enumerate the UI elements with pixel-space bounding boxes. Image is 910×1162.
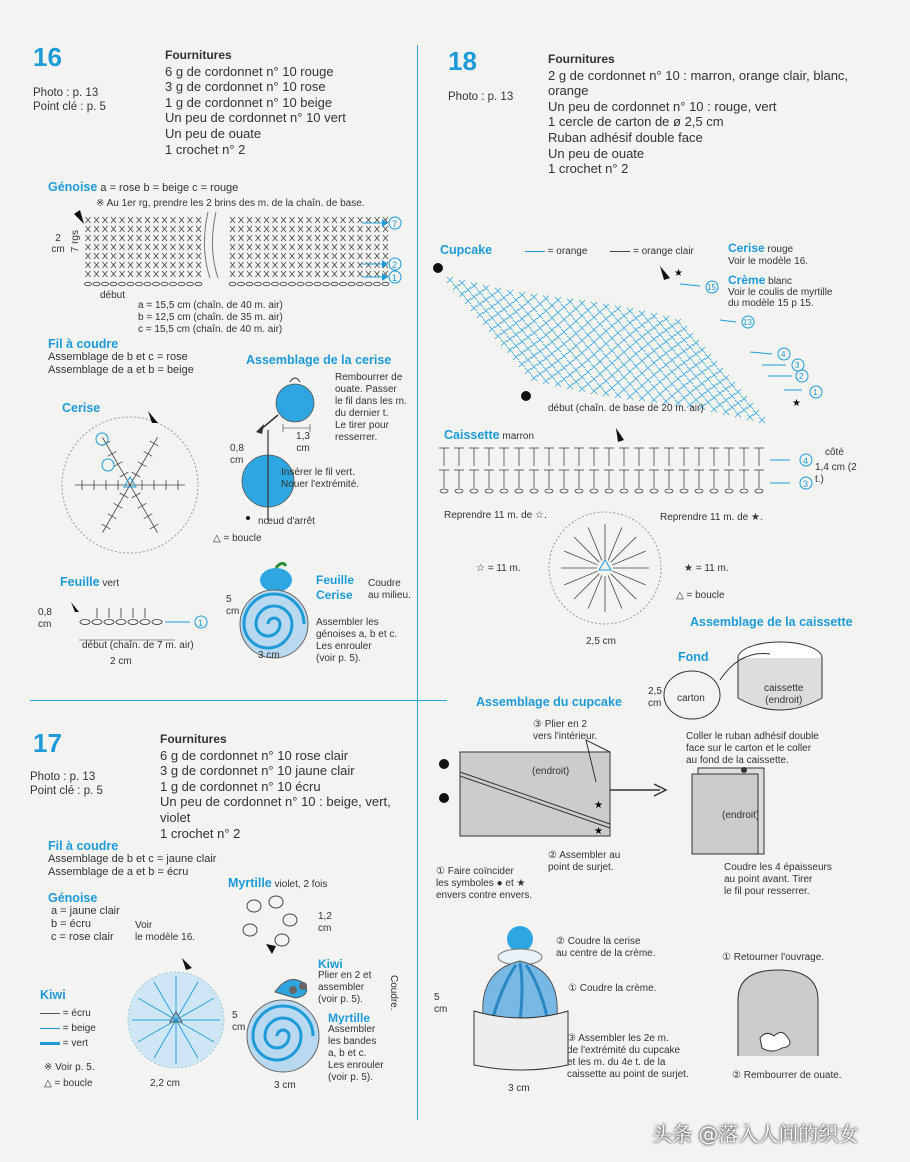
- cerise-insert: Insérer le fil vert. Nouer l'extrémité.: [281, 467, 360, 490]
- caissette-endroit: caissette (endroit): [764, 683, 804, 706]
- feuille-debut: début (chaîn. de 7 m. air): [82, 640, 194, 651]
- feuille-16-title-row: [60, 575, 119, 589]
- pattern-16-materials: [165, 48, 346, 157]
- asm-16-labels: [316, 573, 354, 603]
- asm-caissette-title: Assemblage de la caissette: [690, 615, 853, 629]
- genoise-16-diagram: [60, 208, 410, 288]
- genoise-title: Génoise: [48, 180, 98, 194]
- endroit-2: (endroit): [722, 810, 760, 821]
- cerise-18: Cerise rouge Voir le modèle 16.: [728, 241, 809, 267]
- dim-a: a = 15,5 cm (chaîn. de 40 m. air): [138, 300, 283, 311]
- asm-feuille: Feuille: [316, 573, 355, 587]
- caissette-cote-size: 1,4 cm (2 t.): [815, 462, 857, 485]
- material-item: 1 g de cordonnet n° 10 beige: [165, 94, 333, 110]
- boucle-16: △ = boucle: [213, 533, 262, 544]
- cupcake-legend: Cupcake = orange = orange clair: [440, 243, 694, 257]
- material-item: 3 g de cordonnet n° 10 rose: [165, 79, 326, 95]
- dim-b: b = 12,5 cm (chaîn. de 35 m. air): [138, 312, 283, 323]
- cupcake-chart: [430, 262, 833, 412]
- genoise-16-debut: début: [100, 290, 126, 301]
- materials-title: Fournitures: [165, 48, 232, 62]
- genoise-16-height: [48, 233, 68, 255]
- cupcake-debut: début (chaîn. de base de 20 m. air): [548, 403, 704, 414]
- feuille-chart: [65, 600, 210, 640]
- coudre-17: Coudre.: [388, 975, 399, 1011]
- assembler-surjet: ② Assembler au point de surjet.: [548, 850, 621, 873]
- cerise-asm-title: Assemblage de la cerise: [246, 353, 392, 367]
- divider-vertical: [417, 45, 418, 1120]
- reprendre-white: Reprendre 11 m. de ☆.: [444, 510, 547, 521]
- pattern-17-number: 17: [33, 728, 62, 758]
- fil-line: Assemblage de a et b = beige: [48, 364, 194, 376]
- asm-cerise: Cerise: [316, 588, 353, 602]
- svg-text:1: 1: [392, 273, 398, 283]
- fond-diagram: [660, 640, 830, 720]
- material-item: Un peu de ouate: [165, 125, 262, 141]
- asm-17-3cm: 3 cm: [274, 1080, 296, 1091]
- svg-text:2: 2: [392, 260, 398, 270]
- dim-c: c = 15,5 cm (chaîn. de 40 m. air): [138, 324, 283, 335]
- boucle-17: △ = boucle: [44, 1078, 93, 1089]
- noeud-label: nœud d'arrêt: [258, 516, 315, 527]
- carton-label: carton: [677, 693, 705, 704]
- base-size: 2,5 cm: [586, 636, 617, 647]
- asm-16-roll: [236, 560, 316, 660]
- coudre-cerise: ② Coudre la cerise au centre de la crème.: [556, 936, 656, 959]
- material-item: 1 crochet n° 2: [165, 141, 246, 157]
- divider-horizontal-right: [417, 700, 447, 701]
- coudre-milieu: Coudre au milieu.: [368, 578, 411, 601]
- genoise-16-title-row: [48, 180, 238, 194]
- material-item: 6 g de cordonnet n° 10 rouge: [165, 63, 334, 79]
- svg-text:3: 3: [803, 479, 809, 489]
- genoise-17-voir: Voir le modèle 16.: [135, 920, 196, 943]
- pattern-17-photo: Photo : p. 13 Point clé : p. 5: [30, 771, 103, 797]
- asm-17-myrtille: Myrtille Assembler les bandes a, b et c. Les enrouler (voir p. 5).: [328, 1011, 384, 1083]
- genoise-colors: a = rose b = beige c = rouge: [100, 182, 239, 194]
- myrtille-17-title: Myrtille violet, 2 fois: [228, 876, 328, 890]
- fil-17: Fil à coudre Assemblage de b et c = jaune clair Assemblage de a et b = écru: [48, 839, 217, 878]
- svg-text:4: 4: [803, 456, 809, 466]
- feuille-2cm: 2 cm: [110, 656, 132, 667]
- asm-17-kiwi: Kiwi Plier en 2 et assembler (voir p. 5).: [318, 957, 372, 1005]
- svg-text:7: 7: [392, 219, 398, 229]
- pattern-17-materials: Fournitures 6 g de cordonnet n° 10 rose clair 3 g de cordonnet n° 10 jaune clair 1 g de cordonnet n° 10 écru Un peu de cordonnet n° 10 : beige, vert, violet 1 crochet n° 2: [160, 732, 391, 841]
- plier-text: ③ Plier en 2 vers l'intérieur.: [533, 719, 598, 742]
- cerise-08: 0,8 cm: [230, 443, 244, 466]
- genoise-17: Génoise a = jaune clair b = écru c = rose clair: [48, 891, 120, 943]
- pattern-16-photo: [33, 86, 106, 114]
- asm-16-text: Assembler les génoises a, b et c. Les enrouler (voir p. 5).: [316, 617, 398, 664]
- svg-text:1: 1: [813, 388, 818, 397]
- material-item: Un peu de cordonnet n° 10 vert: [165, 110, 346, 126]
- watermark: 头条 @落入人间的织女: [652, 1122, 859, 1146]
- myrtille-chart: [240, 892, 300, 962]
- star-11: ★ = 11 m.: [684, 563, 729, 574]
- rembourrer: ② Rembourrer de ouate.: [732, 1070, 842, 1081]
- height-label: 2 cm: [51, 233, 65, 255]
- svg-text:15: 15: [707, 283, 716, 292]
- feuille-08: 0,8 cm: [38, 607, 52, 630]
- caissette-cote: côté: [825, 447, 844, 458]
- genoise-16-note: ※ Au 1er rg, prendre les 2 brins des m. de la chaîn. de base.: [96, 198, 365, 209]
- svg-text:4: 4: [781, 350, 786, 359]
- creme-18: Crème blanc Voir le coulis de myrtille du modèle 15 p 15.: [728, 273, 833, 309]
- pattern-18-materials: Fournitures 2 g de cordonnet n° 10 : marron, orange clair, blanc, orange Un peu de cordonnet n° 10 : rouge, vert 1 cercle de carton de ø 2,5 cm Ruban adhésif double face Un peu de ouate 1 crochet n° 2: [548, 52, 849, 177]
- asm-16-5cm: 5 cm: [226, 594, 240, 617]
- kiwi-chart: [122, 960, 232, 1070]
- svg-text:★: ★: [792, 398, 801, 409]
- star-white-11: ☆ = 11 m.: [476, 563, 521, 574]
- svg-text:★: ★: [594, 800, 603, 811]
- key-ref: Point clé : p. 5: [33, 101, 106, 113]
- fil-16: [48, 338, 194, 377]
- assembler-2e: ③ Assembler les 2e m. de l'extrémité du cupcake et les m. du 4e t. de la caissette au point de surjet.: [567, 1033, 689, 1080]
- feuille-color: vert: [102, 578, 120, 589]
- pattern-18-number: 18: [448, 46, 477, 76]
- svg-text:1: 1: [198, 618, 204, 628]
- genoise-16-rgs: 7 rgs: [70, 230, 81, 253]
- fil-title: Fil à coudre: [48, 337, 119, 351]
- boucle-18: △ = boucle: [676, 590, 725, 601]
- fond-title: Fond: [678, 650, 709, 664]
- asm-cupcake-title: Assemblage du cupcake: [476, 695, 622, 709]
- kiwi-17-title: Kiwi: [40, 988, 66, 1002]
- kiwi-legend: = écru = beige = vert: [40, 1006, 96, 1051]
- myrtille-size: 1,2 cm: [318, 911, 332, 934]
- retourner: ① Retourner l'ouvrage.: [722, 952, 825, 963]
- reprendre-black: Reprendre 11 m. de ★.: [660, 512, 763, 523]
- cerise-size: 1,3 cm: [296, 431, 310, 454]
- kiwi-size: 2,2 cm: [150, 1078, 181, 1089]
- divider-horizontal-left: [30, 700, 417, 701]
- final-3cm: 3 cm: [508, 1083, 530, 1094]
- coudre-epaisseurs: Coudre les 4 épaisseurs au point avant. Tirer le fil pour resserrer.: [724, 862, 832, 897]
- arrow-right: [610, 780, 670, 800]
- faire-text: ① Faire coïncider les symboles ● et ★ envers contre envers.: [436, 866, 533, 901]
- cupcake-fold-diagram: [436, 712, 626, 842]
- retourner-diagram: [736, 966, 826, 1066]
- caissette-title-row: Caissette marron: [444, 428, 535, 442]
- svg-text:★: ★: [594, 826, 603, 837]
- cerise-chart-16: [60, 415, 210, 555]
- cerise-asm-text: Rembourrer de ouate. Passer le fil dans les m. du dernier t. Le tirer pour resserrer.: [335, 372, 407, 443]
- fond-size: 2,5 cm: [648, 686, 662, 709]
- asm-16-3cm: 3 cm: [258, 650, 280, 661]
- asm-17-5cm: 5 cm: [232, 1010, 246, 1033]
- final-5cm: 5 cm: [434, 992, 448, 1015]
- kiwi-voir: ※ Voir p. 5.: [44, 1062, 95, 1073]
- asm-17-roll: [245, 962, 325, 1082]
- coller-text: Coller le ruban adhésif double face sur le carton et le coller au fond de la caissette.: [686, 731, 819, 766]
- feuille-title: Feuille: [60, 575, 100, 589]
- fil-line: Assemblage de b et c = rose: [48, 351, 188, 363]
- svg-text:13: 13: [743, 318, 752, 327]
- svg-text:2: 2: [799, 372, 804, 381]
- svg-text:★: ★: [674, 268, 683, 279]
- coudre-creme: ① Coudre la crème.: [568, 983, 657, 994]
- photo-ref: Photo : p. 13: [33, 87, 99, 99]
- genoise-16-dims: [138, 300, 283, 336]
- pattern-18-photo: Photo : p. 13: [448, 91, 514, 103]
- caissette-chart: [440, 428, 840, 628]
- svg-text:3: 3: [795, 361, 800, 370]
- pattern-16-number: 16: [33, 42, 62, 72]
- endroit-label: (endroit): [532, 766, 570, 777]
- cerise-16-title: Cerise: [62, 401, 101, 415]
